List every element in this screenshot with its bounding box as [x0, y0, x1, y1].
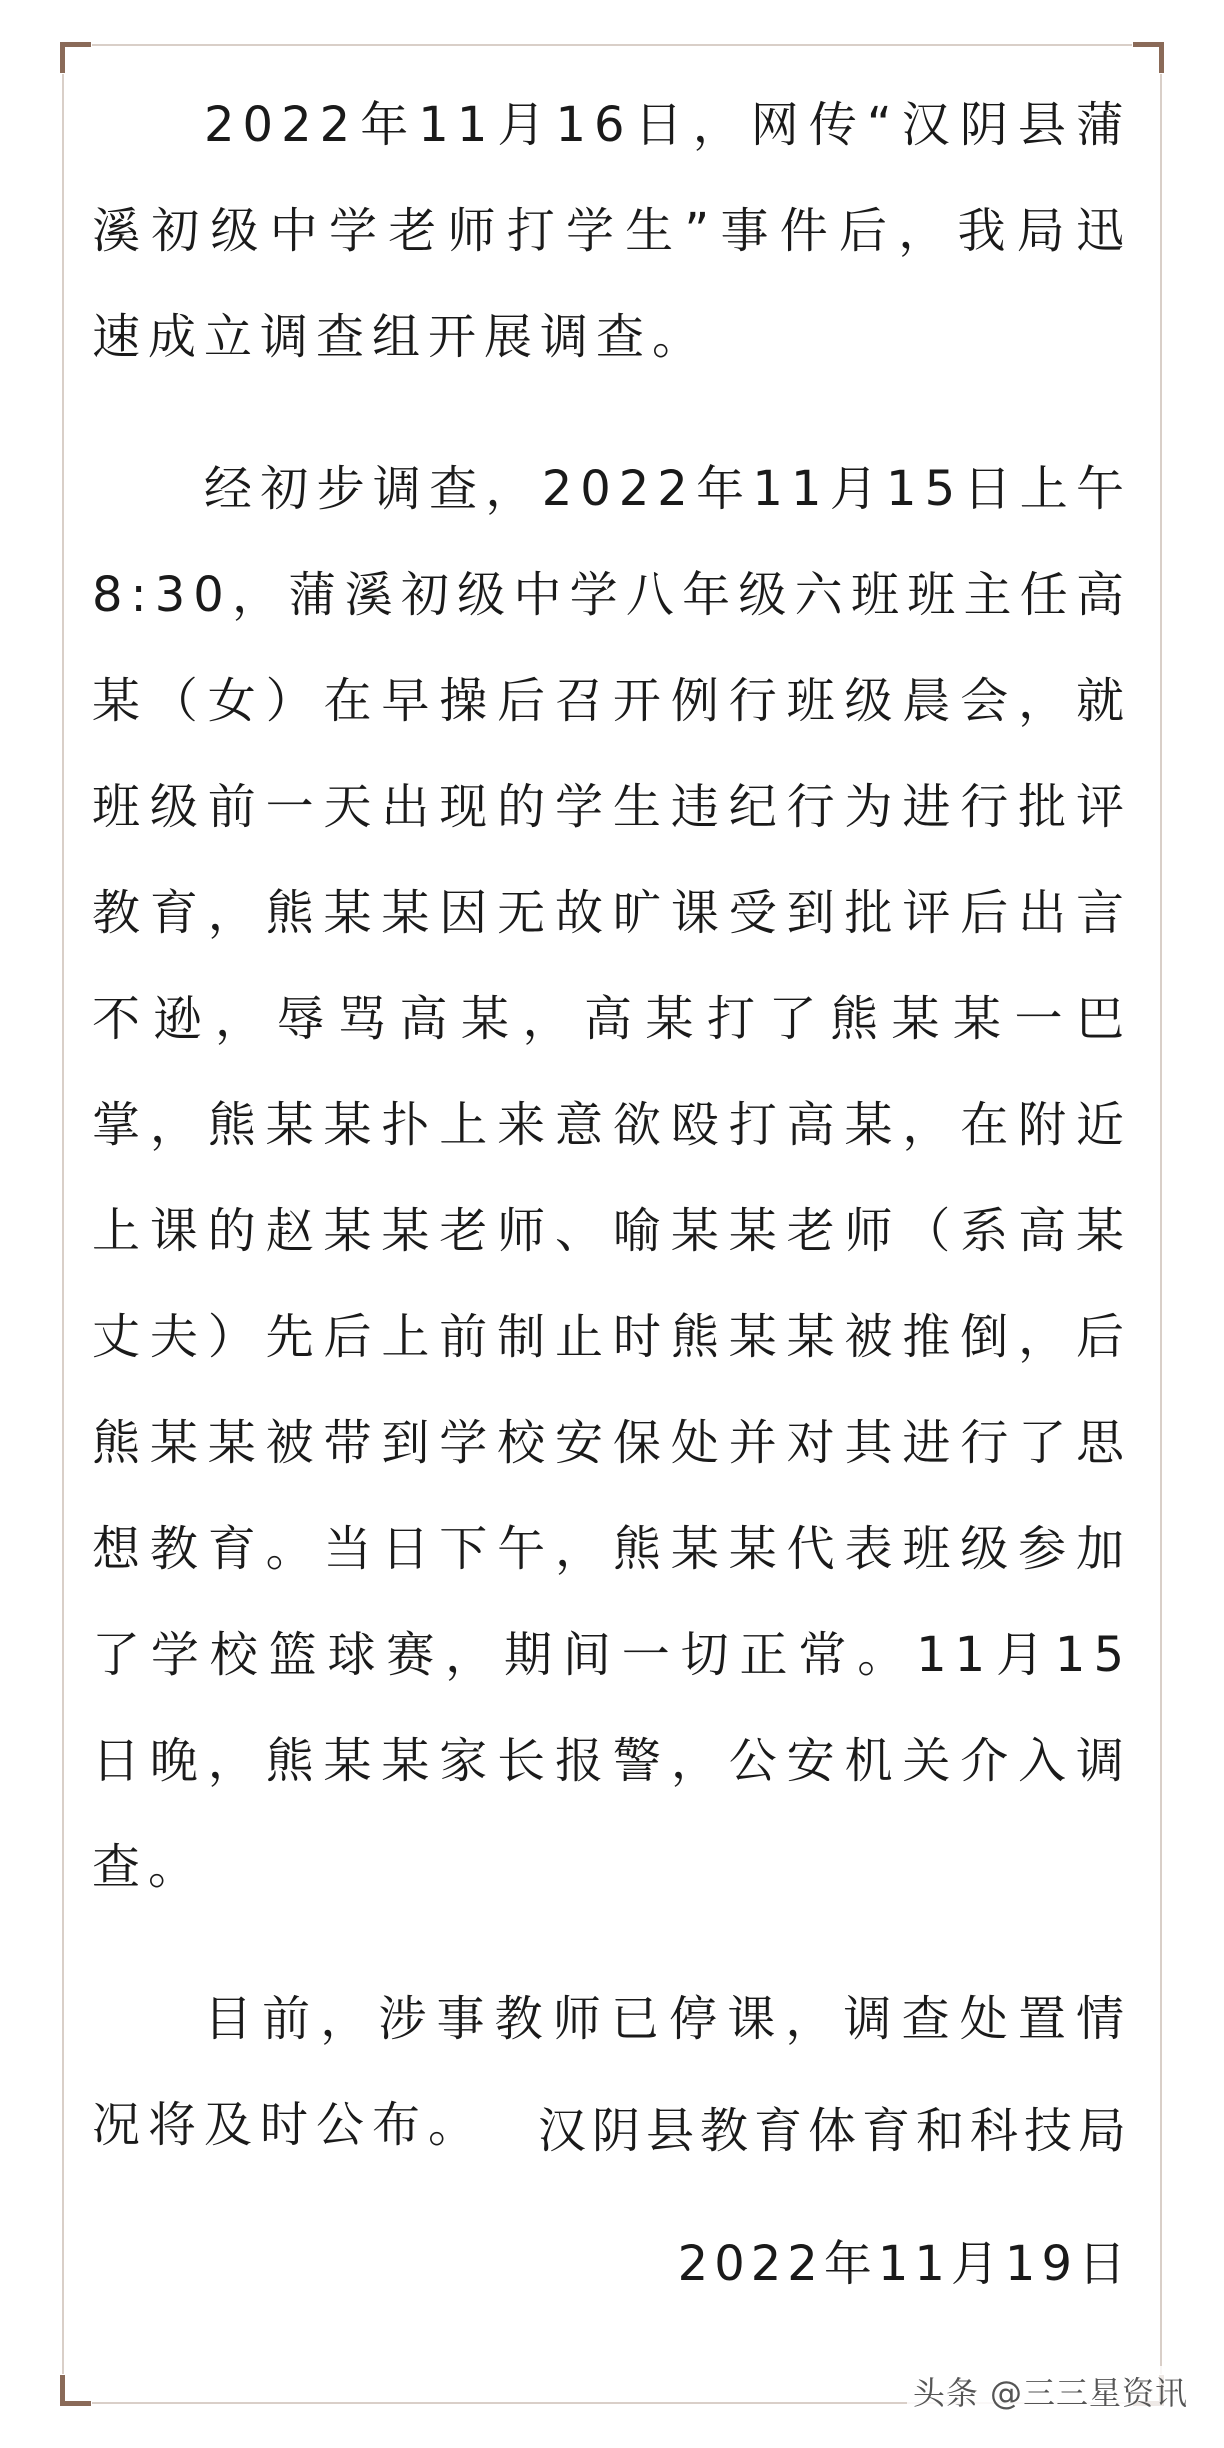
signature-organization: 汉阴县教育体育和科技局 — [537, 2103, 1132, 2159]
frame-right-line — [1160, 74, 1162, 2374]
paragraph-intro: 2022年11月16日，网传“汉阴县蒲溪初级中学老师打学生”事件后，我局迅速成立调查组开展调查。 — [92, 97, 1132, 365]
source-watermark: 头条 @三三星资讯 — [907, 2366, 1194, 2416]
frame-corner-top-right — [1133, 42, 1164, 73]
notice-body — [92, 72, 1132, 2224]
paragraph-investigation: 经初步调查，2022年11月15日上午8:30，蒲溪初级中学八年级六班班主任高某（女）在早操后召开例行班级晨会，就班级前一天出现的学生违纪行为进行批评教育，熊某某因无故旷课受到批评后出言不逊，辱骂高某，高某打了熊某某一巴掌，熊某某扑上来意欲殴打高某，在附近上课的赵某某老师、喻某某老师（系高某丈夫）先后上前制止时熊某某被推倒，后熊某某被带到学校安保处并对其进行了思想教育。当日下午，熊某某代表班级参加了学校篮球赛，期间一切正常。11月15日晚，熊某某家长报警，公安机关介入调查。 — [92, 461, 1132, 1895]
signature-date: 2022年11月19日 — [677, 2236, 1132, 2292]
frame-corner-bottom-left — [60, 2375, 91, 2406]
paragraph-status: 目前，涉事教师已停课，调查处置情况将及时公布。 — [92, 1991, 1132, 2153]
frame-top-line — [92, 44, 1132, 46]
frame-left-line — [62, 74, 64, 2374]
frame-corner-top-left — [60, 42, 91, 73]
